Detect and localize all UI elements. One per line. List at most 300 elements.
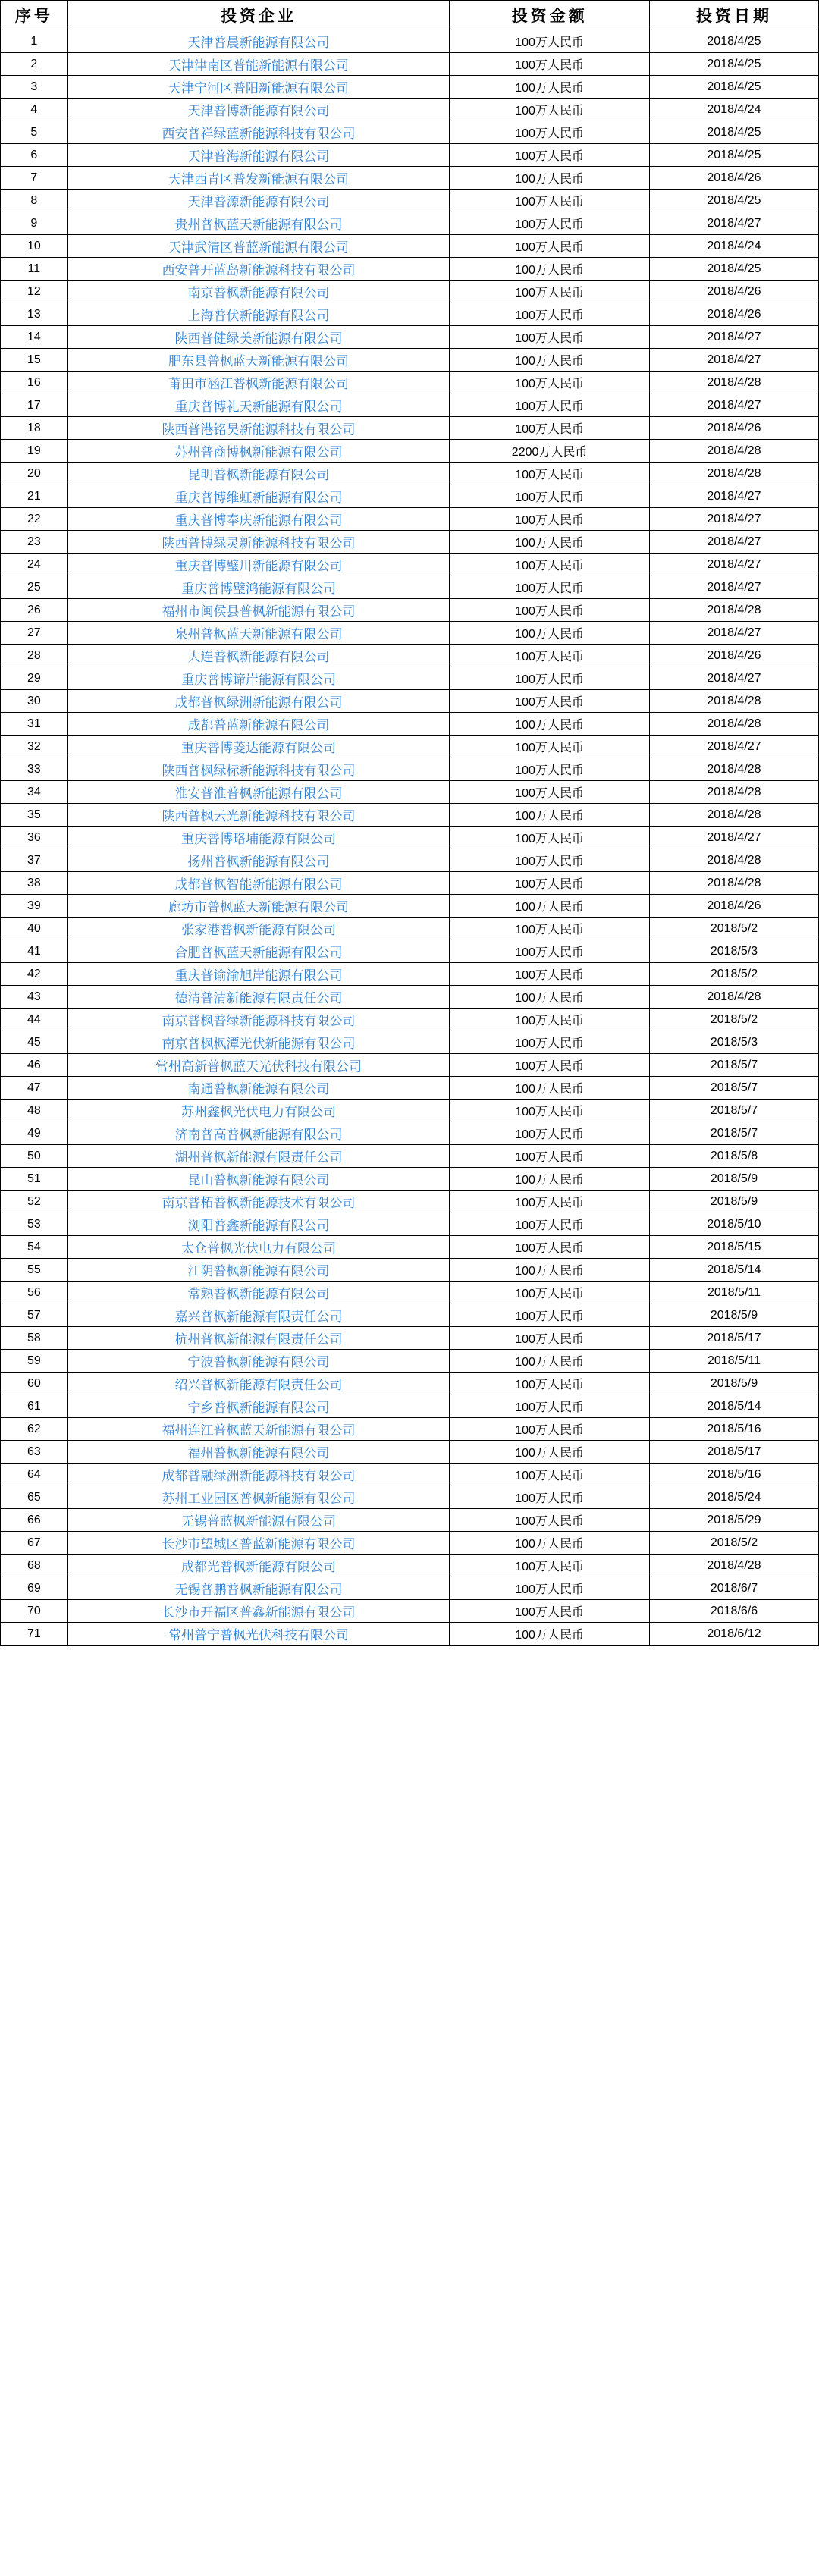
cell-date: 2018/5/7 (649, 1054, 818, 1077)
table-row (1, 599, 819, 622)
cell-company[interactable]: 重庆普博璧鸿能源有限公司 (67, 576, 450, 599)
cell-date: 2018/5/2 (649, 918, 818, 940)
cell-index: 27 (1, 622, 68, 645)
cell-amount: 100万人民币 (450, 1418, 650, 1441)
cell-date: 2018/4/25 (649, 76, 818, 99)
cell-amount: 100万人民币 (450, 1577, 650, 1600)
cell-date: 2018/5/9 (649, 1168, 818, 1191)
cell-date: 2018/4/25 (649, 121, 818, 144)
cell-index: 28 (1, 645, 68, 667)
cell-company[interactable]: 天津普博新能源有限公司 (67, 99, 450, 121)
cell-amount: 100万人民币 (450, 1532, 650, 1555)
cell-index: 6 (1, 144, 68, 167)
cell-amount: 100万人民币 (450, 235, 650, 258)
cell-date: 2018/4/28 (649, 713, 818, 736)
table-row (1, 645, 819, 667)
cell-index: 55 (1, 1259, 68, 1282)
cell-amount: 100万人民币 (450, 1555, 650, 1577)
cell-amount: 100万人民币 (450, 804, 650, 827)
cell-date: 2018/5/2 (649, 1009, 818, 1031)
cell-company[interactable]: 德清普清新能源有限责任公司 (67, 986, 450, 1009)
cell-date: 2018/4/28 (649, 463, 818, 485)
cell-date: 2018/4/28 (649, 372, 818, 394)
cell-company[interactable]: 长沙市开福区普鑫新能源有限公司 (67, 1600, 450, 1623)
cell-company[interactable]: 陕西普健绿美新能源有限公司 (67, 326, 450, 349)
table-row (1, 121, 819, 144)
cell-amount: 100万人民币 (450, 531, 650, 554)
table-row (1, 1486, 819, 1509)
cell-index: 57 (1, 1304, 68, 1327)
cell-company[interactable]: 廊坊市普枫蓝天新能源有限公司 (67, 895, 450, 918)
cell-amount: 100万人民币 (450, 667, 650, 690)
cell-date: 2018/4/27 (649, 531, 818, 554)
cell-company[interactable]: 苏州普商博枫新能源有限公司 (67, 440, 450, 463)
cell-company[interactable]: 成都普融绿洲新能源科技有限公司 (67, 1464, 450, 1486)
cell-company[interactable]: 南京普枫枫潭光伏新能源有限公司 (67, 1031, 450, 1054)
table-row (1, 827, 819, 849)
cell-amount: 100万人民币 (450, 1623, 650, 1646)
cell-date: 2018/4/28 (649, 986, 818, 1009)
cell-index: 56 (1, 1282, 68, 1304)
cell-amount: 100万人民币 (450, 1168, 650, 1191)
table-row (1, 167, 819, 190)
cell-company[interactable]: 常州普宁普枫光伏科技有限公司 (67, 1623, 450, 1646)
cell-date: 2018/4/27 (649, 485, 818, 508)
table-row (1, 281, 819, 303)
cell-amount: 100万人民币 (450, 508, 650, 531)
cell-date: 2018/5/11 (649, 1350, 818, 1373)
table-row (1, 736, 819, 758)
cell-index: 20 (1, 463, 68, 485)
cell-amount: 100万人民币 (450, 645, 650, 667)
cell-index: 41 (1, 940, 68, 963)
cell-index: 8 (1, 190, 68, 212)
table-row (1, 1373, 819, 1395)
table-row (1, 918, 819, 940)
cell-date: 2018/4/27 (649, 349, 818, 372)
cell-index: 35 (1, 804, 68, 827)
cell-index: 69 (1, 1577, 68, 1600)
cell-date: 2018/5/3 (649, 940, 818, 963)
cell-company[interactable]: 上海普伏新能源有限公司 (67, 303, 450, 326)
table-row (1, 1304, 819, 1327)
cell-date: 2018/4/26 (649, 645, 818, 667)
table-row (1, 235, 819, 258)
cell-amount: 100万人民币 (450, 758, 650, 781)
table-header-row (1, 1, 819, 30)
cell-date: 2018/5/24 (649, 1486, 818, 1509)
cell-amount: 100万人民币 (450, 827, 650, 849)
cell-company[interactable]: 成都光普枫新能源有限公司 (67, 1555, 450, 1577)
cell-index: 60 (1, 1373, 68, 1395)
cell-index: 62 (1, 1418, 68, 1441)
cell-date: 2018/4/28 (649, 690, 818, 713)
cell-date: 2018/5/17 (649, 1441, 818, 1464)
cell-index: 36 (1, 827, 68, 849)
cell-date: 2018/5/16 (649, 1418, 818, 1441)
cell-amount: 100万人民币 (450, 781, 650, 804)
cell-amount: 100万人民币 (450, 1350, 650, 1373)
cell-date: 2018/4/25 (649, 30, 818, 53)
cell-company[interactable]: 泉州普枫蓝天新能源有限公司 (67, 622, 450, 645)
cell-amount: 100万人民币 (450, 1600, 650, 1623)
cell-date: 2018/4/28 (649, 804, 818, 827)
cell-date: 2018/5/3 (649, 1031, 818, 1054)
table-row (1, 849, 819, 872)
table-row (1, 667, 819, 690)
table-row (1, 1600, 819, 1623)
cell-date: 2018/5/10 (649, 1213, 818, 1236)
cell-amount: 100万人民币 (450, 417, 650, 440)
cell-company[interactable]: 西安普祥绿蓝新能源科技有限公司 (67, 121, 450, 144)
cell-company[interactable]: 陕西普枫绿标新能源科技有限公司 (67, 758, 450, 781)
cell-date: 2018/4/27 (649, 212, 818, 235)
cell-amount: 100万人民币 (450, 326, 650, 349)
cell-index: 29 (1, 667, 68, 690)
cell-amount: 100万人民币 (450, 872, 650, 895)
table-row (1, 1623, 819, 1646)
cell-date: 2018/4/28 (649, 849, 818, 872)
cell-date: 2018/4/27 (649, 508, 818, 531)
cell-company[interactable]: 南京普枫普绿新能源科技有限公司 (67, 1009, 450, 1031)
cell-company[interactable]: 太仓普枫光伏电力有限公司 (67, 1236, 450, 1259)
cell-date: 2018/5/7 (649, 1100, 818, 1122)
cell-amount: 100万人民币 (450, 303, 650, 326)
table-row (1, 349, 819, 372)
cell-company[interactable]: 肥东县普枫蓝天新能源有限公司 (67, 349, 450, 372)
cell-company[interactable]: 重庆普博谛岸能源有限公司 (67, 667, 450, 690)
cell-date: 2018/4/25 (649, 144, 818, 167)
cell-company[interactable]: 重庆普博璧川新能源有限公司 (67, 554, 450, 576)
table-row (1, 1577, 819, 1600)
cell-company[interactable]: 莆田市涵江普枫新能源有限公司 (67, 372, 450, 394)
cell-company[interactable]: 大连普枫新能源有限公司 (67, 645, 450, 667)
cell-index: 14 (1, 326, 68, 349)
table-row (1, 212, 819, 235)
cell-amount: 100万人民币 (450, 1031, 650, 1054)
table-row (1, 1145, 819, 1168)
cell-index: 34 (1, 781, 68, 804)
cell-company[interactable]: 苏州工业园区普枫新能源有限公司 (67, 1486, 450, 1509)
cell-company[interactable]: 陕西普博绿灵新能源科技有限公司 (67, 531, 450, 554)
cell-index: 32 (1, 736, 68, 758)
cell-index: 31 (1, 713, 68, 736)
cell-company[interactable]: 常州高新普枫蓝天光伏科技有限公司 (67, 1054, 450, 1077)
table-row (1, 372, 819, 394)
cell-index: 49 (1, 1122, 68, 1145)
cell-date: 2018/5/29 (649, 1509, 818, 1532)
cell-amount: 100万人民币 (450, 121, 650, 144)
cell-date: 2018/4/24 (649, 99, 818, 121)
cell-index: 51 (1, 1168, 68, 1191)
table-row (1, 1168, 819, 1191)
cell-index: 16 (1, 372, 68, 394)
cell-company[interactable]: 重庆普博奉庆新能源有限公司 (67, 508, 450, 531)
table-row (1, 895, 819, 918)
cell-amount: 100万人民币 (450, 690, 650, 713)
table-row (1, 1009, 819, 1031)
cell-company[interactable]: 嘉兴普枫新能源有限责任公司 (67, 1304, 450, 1327)
cell-amount: 2200万人民币 (450, 440, 650, 463)
cell-date: 2018/4/27 (649, 576, 818, 599)
cell-company[interactable]: 西安普开蓝岛新能源科技有限公司 (67, 258, 450, 281)
cell-company[interactable]: 江阴普枫新能源有限公司 (67, 1259, 450, 1282)
cell-index: 58 (1, 1327, 68, 1350)
cell-date: 2018/5/2 (649, 1532, 818, 1555)
table-row (1, 1418, 819, 1441)
column-header-amount: 投资金额 (450, 1, 650, 30)
cell-company[interactable]: 天津宁河区普阳新能源有限公司 (67, 76, 450, 99)
cell-amount: 100万人民币 (450, 599, 650, 622)
cell-date: 2018/4/27 (649, 667, 818, 690)
table-row (1, 1031, 819, 1054)
cell-date: 2018/4/25 (649, 190, 818, 212)
cell-index: 12 (1, 281, 68, 303)
table-row (1, 1259, 819, 1282)
cell-index: 46 (1, 1054, 68, 1077)
column-header-date: 投资日期 (649, 1, 818, 30)
cell-company[interactable]: 苏州鑫枫光伏电力有限公司 (67, 1100, 450, 1122)
table-row (1, 872, 819, 895)
table-row (1, 1464, 819, 1486)
cell-index: 39 (1, 895, 68, 918)
cell-company[interactable]: 合肥普枫蓝天新能源有限公司 (67, 940, 450, 963)
table-row (1, 417, 819, 440)
table-row (1, 1122, 819, 1145)
cell-date: 2018/4/28 (649, 599, 818, 622)
cell-company[interactable]: 天津普海新能源有限公司 (67, 144, 450, 167)
table-row (1, 1236, 819, 1259)
cell-date: 2018/4/26 (649, 303, 818, 326)
table-row (1, 713, 819, 736)
cell-index: 19 (1, 440, 68, 463)
table-row (1, 576, 819, 599)
cell-amount: 100万人民币 (450, 258, 650, 281)
cell-index: 67 (1, 1532, 68, 1555)
cell-company[interactable]: 南京普枫新能源有限公司 (67, 281, 450, 303)
cell-company[interactable]: 成都普蓝新能源有限公司 (67, 713, 450, 736)
table-row (1, 758, 819, 781)
table-row (1, 440, 819, 463)
cell-index: 54 (1, 1236, 68, 1259)
table-row (1, 1509, 819, 1532)
cell-amount: 100万人民币 (450, 190, 650, 212)
cell-index: 59 (1, 1350, 68, 1373)
cell-index: 17 (1, 394, 68, 417)
cell-index: 48 (1, 1100, 68, 1122)
cell-index: 61 (1, 1395, 68, 1418)
cell-index: 9 (1, 212, 68, 235)
cell-company[interactable]: 杭州普枫新能源有限责任公司 (67, 1327, 450, 1350)
cell-company[interactable]: 绍兴普枫新能源有限责任公司 (67, 1373, 450, 1395)
table-row (1, 258, 819, 281)
cell-company[interactable]: 张家港普枫新能源有限公司 (67, 918, 450, 940)
cell-index: 10 (1, 235, 68, 258)
cell-amount: 100万人民币 (450, 349, 650, 372)
table-row (1, 1100, 819, 1122)
cell-company[interactable]: 天津武清区普蓝新能源有限公司 (67, 235, 450, 258)
cell-company[interactable]: 昆明普枫新能源有限公司 (67, 463, 450, 485)
cell-company[interactable]: 成都普枫智能新能源有限公司 (67, 872, 450, 895)
table-row (1, 1077, 819, 1100)
cell-date: 2018/6/6 (649, 1600, 818, 1623)
cell-company[interactable]: 贵州普枫蓝天新能源有限公司 (67, 212, 450, 235)
cell-index: 66 (1, 1509, 68, 1532)
cell-amount: 100万人民币 (450, 394, 650, 417)
table-row (1, 804, 819, 827)
table-row (1, 986, 819, 1009)
table-row (1, 940, 819, 963)
cell-company[interactable]: 成都普枫绿洲新能源有限公司 (67, 690, 450, 713)
cell-date: 2018/4/28 (649, 1555, 818, 1577)
cell-amount: 100万人民币 (450, 1259, 650, 1282)
cell-index: 21 (1, 485, 68, 508)
cell-company[interactable]: 重庆普博菱达能源有限公司 (67, 736, 450, 758)
cell-index: 52 (1, 1191, 68, 1213)
cell-date: 2018/4/25 (649, 258, 818, 281)
cell-company[interactable]: 浏阳普鑫新能源有限公司 (67, 1213, 450, 1236)
cell-index: 44 (1, 1009, 68, 1031)
cell-company[interactable]: 重庆普博礼天新能源有限公司 (67, 394, 450, 417)
cell-amount: 100万人民币 (450, 1486, 650, 1509)
cell-index: 7 (1, 167, 68, 190)
table-row (1, 394, 819, 417)
table-row (1, 690, 819, 713)
cell-company[interactable]: 福州普枫新能源有限公司 (67, 1441, 450, 1464)
table-row (1, 781, 819, 804)
table-row (1, 1555, 819, 1577)
cell-date: 2018/5/8 (649, 1145, 818, 1168)
cell-amount: 100万人民币 (450, 1373, 650, 1395)
cell-amount: 100万人民币 (450, 167, 650, 190)
cell-date: 2018/4/28 (649, 758, 818, 781)
cell-index: 23 (1, 531, 68, 554)
table-row (1, 1532, 819, 1555)
cell-amount: 100万人民币 (450, 1213, 650, 1236)
cell-company[interactable]: 陕西普港铭昊新能源科技有限公司 (67, 417, 450, 440)
cell-date: 2018/4/27 (649, 394, 818, 417)
table-row (1, 326, 819, 349)
cell-amount: 100万人民币 (450, 76, 650, 99)
cell-company[interactable]: 湖州普枫新能源有限责任公司 (67, 1145, 450, 1168)
cell-company[interactable]: 天津西青区普发新能源有限公司 (67, 167, 450, 190)
cell-date: 2018/4/26 (649, 281, 818, 303)
table-row (1, 303, 819, 326)
table-row (1, 622, 819, 645)
table-row (1, 144, 819, 167)
cell-index: 45 (1, 1031, 68, 1054)
cell-amount: 100万人民币 (450, 30, 650, 53)
cell-date: 2018/4/27 (649, 622, 818, 645)
cell-amount: 100万人民币 (450, 1191, 650, 1213)
cell-date: 2018/5/16 (649, 1464, 818, 1486)
cell-amount: 100万人民币 (450, 1145, 650, 1168)
cell-index: 50 (1, 1145, 68, 1168)
cell-company[interactable]: 福州连江普枫蓝天新能源有限公司 (67, 1418, 450, 1441)
table-row (1, 1441, 819, 1464)
cell-index: 30 (1, 690, 68, 713)
column-header-index: 序号 (1, 1, 68, 30)
cell-amount: 100万人民币 (450, 554, 650, 576)
cell-index: 2 (1, 53, 68, 76)
cell-amount: 100万人民币 (450, 918, 650, 940)
cell-company[interactable]: 天津津南区普能新能源有限公司 (67, 53, 450, 76)
cell-amount: 100万人民币 (450, 281, 650, 303)
cell-amount: 100万人民币 (450, 485, 650, 508)
cell-amount: 100万人民币 (450, 1077, 650, 1100)
cell-index: 37 (1, 849, 68, 872)
cell-company[interactable]: 昆山普枫新能源有限公司 (67, 1168, 450, 1191)
table-row (1, 531, 819, 554)
cell-amount: 100万人民币 (450, 1009, 650, 1031)
cell-amount: 100万人民币 (450, 963, 650, 986)
cell-amount: 100万人民币 (450, 144, 650, 167)
cell-date: 2018/4/27 (649, 326, 818, 349)
table-row (1, 1054, 819, 1077)
cell-company[interactable]: 陕西普枫云光新能源科技有限公司 (67, 804, 450, 827)
cell-company[interactable]: 扬州普枫新能源有限公司 (67, 849, 450, 872)
cell-company[interactable]: 无锡普蓝枫新能源有限公司 (67, 1509, 450, 1532)
cell-amount: 100万人民币 (450, 1054, 650, 1077)
cell-company[interactable]: 重庆普博珞埔能源有限公司 (67, 827, 450, 849)
cell-index: 24 (1, 554, 68, 576)
cell-index: 15 (1, 349, 68, 372)
cell-date: 2018/4/26 (649, 167, 818, 190)
cell-company[interactable]: 南京普柘普枫新能源技术有限公司 (67, 1191, 450, 1213)
cell-company[interactable]: 常熟普枫新能源有限公司 (67, 1282, 450, 1304)
cell-index: 25 (1, 576, 68, 599)
cell-company[interactable]: 重庆普博维虹新能源有限公司 (67, 485, 450, 508)
cell-company[interactable]: 长沙市望城区普蓝新能源有限公司 (67, 1532, 450, 1555)
cell-index: 26 (1, 599, 68, 622)
cell-company[interactable]: 济南普高普枫新能源有限公司 (67, 1122, 450, 1145)
cell-date: 2018/5/15 (649, 1236, 818, 1259)
table-row (1, 554, 819, 576)
cell-company[interactable]: 无锡普鹏普枫新能源有限公司 (67, 1577, 450, 1600)
table-row (1, 99, 819, 121)
cell-date: 2018/5/9 (649, 1191, 818, 1213)
cell-index: 3 (1, 76, 68, 99)
cell-company[interactable]: 天津普源新能源有限公司 (67, 190, 450, 212)
table-row (1, 1350, 819, 1373)
cell-company[interactable]: 天津普晨新能源有限公司 (67, 30, 450, 53)
cell-index: 22 (1, 508, 68, 531)
cell-amount: 100万人民币 (450, 1304, 650, 1327)
table-row (1, 1282, 819, 1304)
cell-date: 2018/4/25 (649, 53, 818, 76)
cell-amount: 100万人民币 (450, 895, 650, 918)
cell-company[interactable]: 南通普枫新能源有限公司 (67, 1077, 450, 1100)
cell-amount: 100万人民币 (450, 986, 650, 1009)
table-row (1, 1395, 819, 1418)
cell-company[interactable]: 宁乡普枫新能源有限公司 (67, 1395, 450, 1418)
cell-date: 2018/5/14 (649, 1259, 818, 1282)
cell-amount: 100万人民币 (450, 736, 650, 758)
cell-amount: 100万人民币 (450, 1122, 650, 1145)
cell-date: 2018/4/27 (649, 554, 818, 576)
cell-index: 65 (1, 1486, 68, 1509)
cell-index: 5 (1, 121, 68, 144)
cell-index: 47 (1, 1077, 68, 1100)
cell-amount: 100万人民币 (450, 463, 650, 485)
cell-company[interactable]: 福州市闽侯县普枫新能源有限公司 (67, 599, 450, 622)
cell-amount: 100万人民币 (450, 1100, 650, 1122)
cell-company[interactable]: 重庆普谕渝旭岸能源有限公司 (67, 963, 450, 986)
cell-company[interactable]: 淮安普淮普枫新能源有限公司 (67, 781, 450, 804)
cell-date: 2018/5/17 (649, 1327, 818, 1350)
cell-company[interactable]: 宁波普枫新能源有限公司 (67, 1350, 450, 1373)
cell-date: 2018/4/27 (649, 827, 818, 849)
